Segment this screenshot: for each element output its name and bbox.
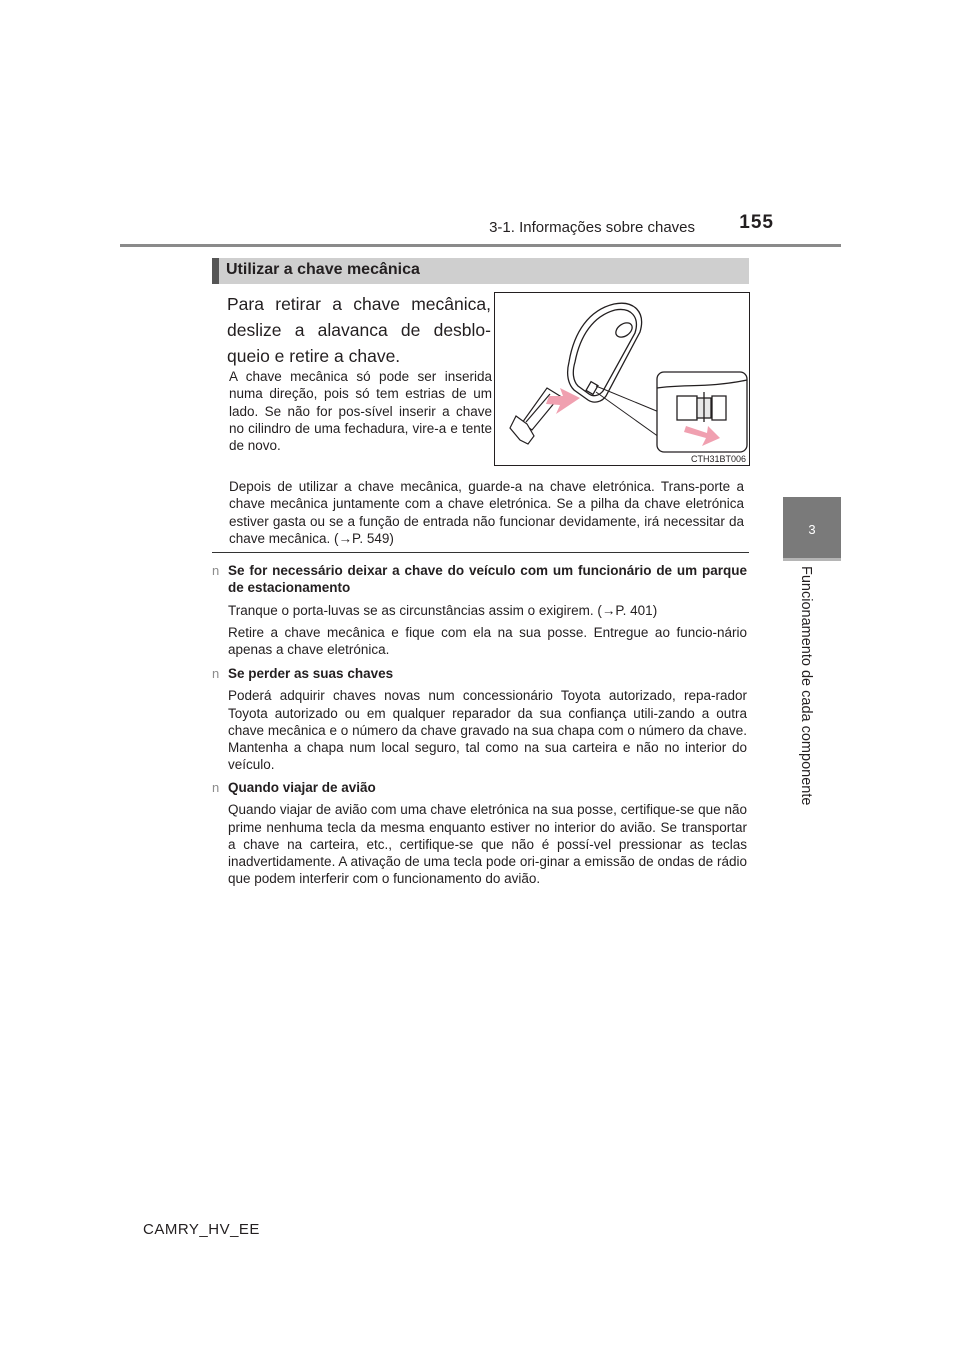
info-item-lost-keys: [212, 665, 747, 774]
figure-code: CTH31BT006: [690, 454, 746, 464]
header-section-title: 3-1. Informações sobre chaves: [489, 219, 695, 236]
info-item-heading: n Quando viajar de avião: [212, 780, 376, 795]
info-item-paragraph: Retire a chave mecânica e fique com ela na sua posse. Entregue ao funcio-nário apenas a chave eletrónica.: [228, 624, 747, 658]
info-item-paragraph: Poderá adquirir chaves novas num concessionário Toyota autorizado, repa-rador Toyota autorizado ou em qualquer reparador da sua confiança utili-zando a outra chave mecânica e o número da chave gravado na sua chapa com o número da chave. Mantenha a chapa num local seguro, tal como na sua carteira e não no interior do veículo.: [228, 688, 747, 773]
square-bullet-icon: n: [212, 563, 220, 578]
section-note-2: Depois de utilizar a chave mecânica, guarde-a na chave eletrónica. Trans-porte a chave mecânica juntamente com a chave eletrónica. Se a pilha da chave eletrónica estiver gasta ou se a função de entrada não funcionar devidamente, irá necessitar da chave mecânica. (→P. 549): [229, 479, 744, 546]
section-lead-text: Para retirar a chave mecânica, deslize a alavanca de desblo-queio e retire a chave.: [227, 294, 491, 366]
section-title: Utilizar a chave mecânica: [226, 261, 420, 278]
section-note-1: A chave mecânica só pode ser inserida numa direção, pois só tem estrias de um lado. Se não for pos-sível inserir a chave no cilindro de uma fechadura, vire-a e tente de novo.: [229, 369, 492, 454]
detail-inset: [657, 372, 747, 452]
section-divider: [212, 552, 749, 553]
info-item-paragraph: Quando viajar de avião com uma chave eletrónica na sua posse, certifique-se que não prime nenhuma tecla da mesma enquanto estiver no interior do avião. Se transportar a chave na carteira, etc., certifique-se que não é possí-vel pressionar as teclas inadvertidamente. A ativação de uma tecla pode ori-ginar a emissão de ondas de rádio que podem interferir com o funcionamento do avião.: [228, 802, 747, 887]
square-bullet-icon: n: [212, 666, 220, 681]
chapter-tab-number: 3: [808, 522, 816, 537]
key-illustration-svg: [494, 292, 750, 466]
header-divider: [120, 244, 841, 247]
mechanical-key-illustration: [494, 292, 750, 466]
info-item-paragraph: Tranque o porta-luvas se as circunstâncias assim o exigirem. (→P. 401): [228, 602, 658, 618]
info-item-parking: [212, 562, 747, 658]
section-header-accent: [212, 258, 219, 284]
info-item-air-travel: [212, 779, 747, 888]
page-number: 155: [739, 212, 774, 233]
info-item-heading: n Se perder as suas chaves: [212, 666, 394, 681]
chapter-side-title: Funcionamento de cada componente: [798, 566, 814, 806]
chapter-tab-divider: [783, 558, 841, 561]
footer-document-code: CAMRY_HV_EE: [143, 1221, 260, 1238]
info-item-heading: n Se for necessário deixar a chave do veículo com um funcionário de um parque de estacionamento: [212, 563, 747, 596]
square-bullet-icon: n: [212, 780, 220, 795]
